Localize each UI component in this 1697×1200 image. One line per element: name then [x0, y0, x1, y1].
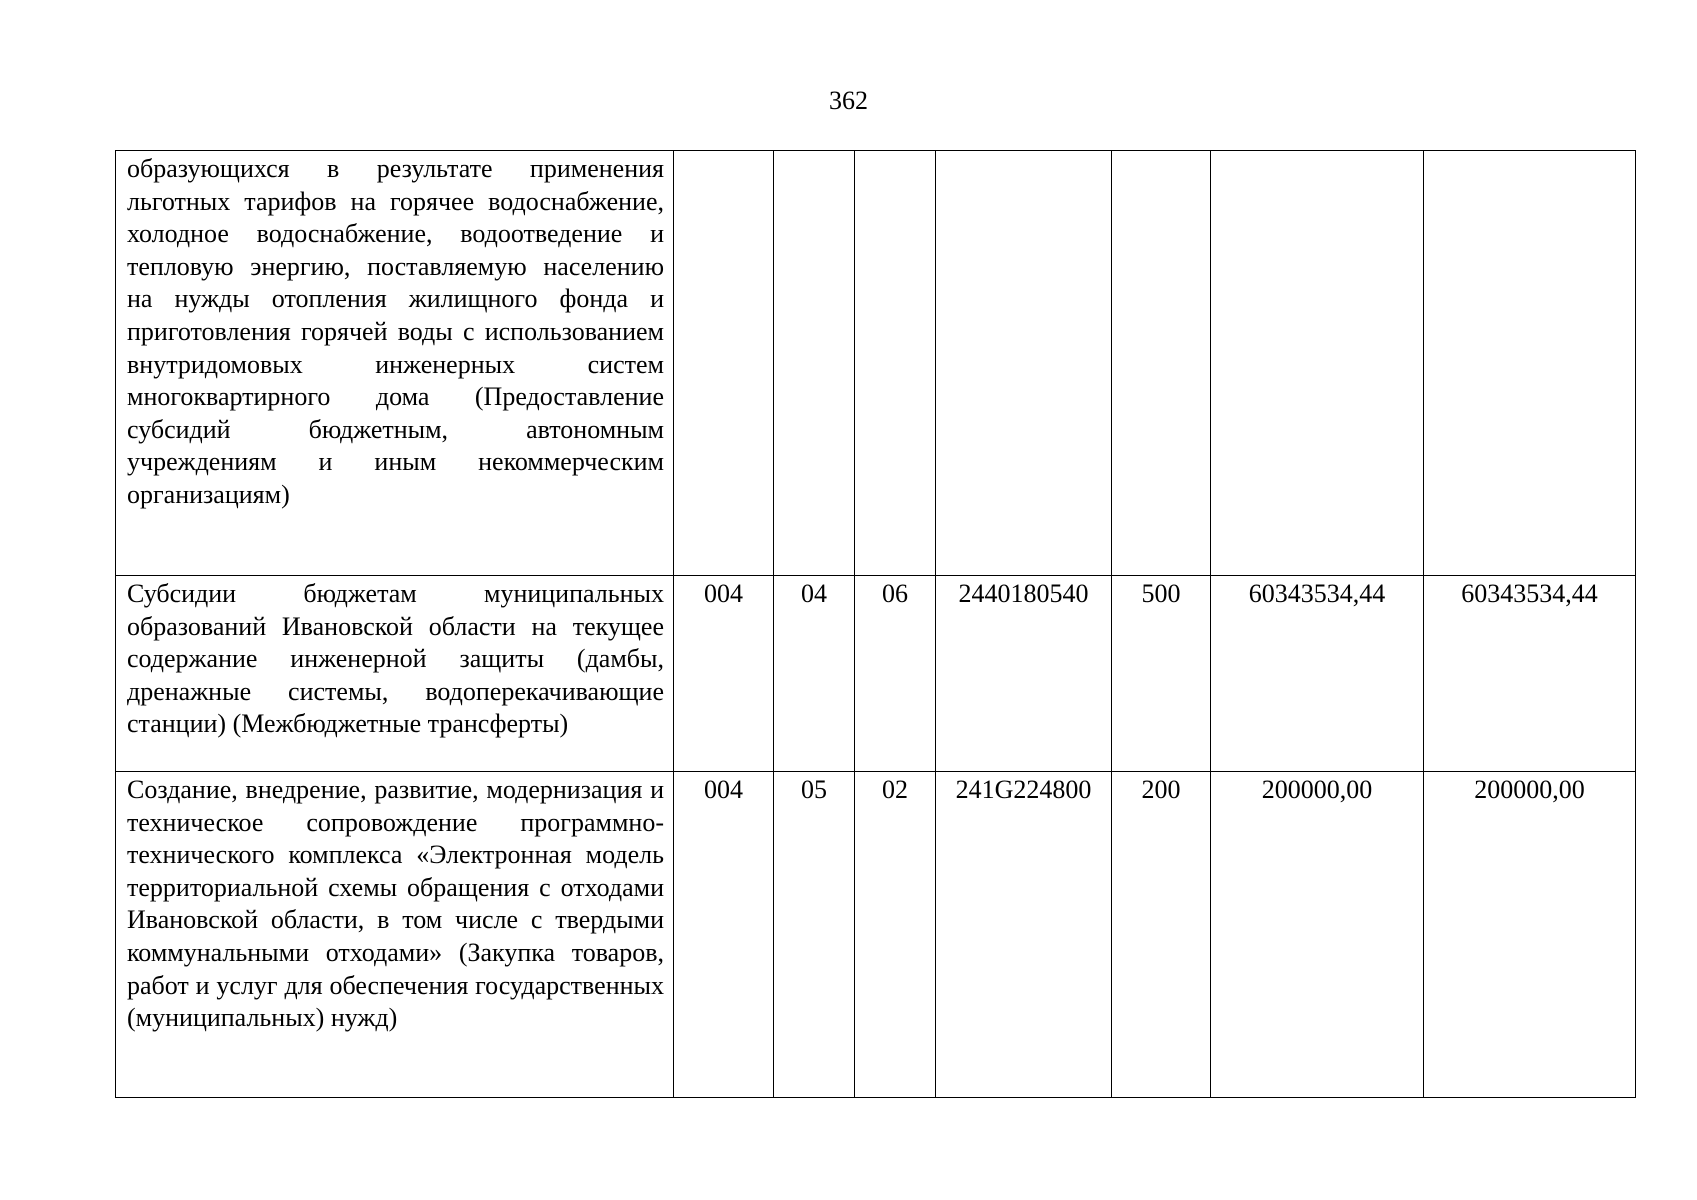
amount-first-cell: 200000,00 — [1211, 772, 1424, 1098]
row-description-cell — [116, 151, 674, 576]
amount-second-cell: 60343534,44 — [1424, 576, 1636, 772]
row-description-cell — [116, 576, 674, 772]
expense-type-cell — [1112, 151, 1211, 576]
table-row — [116, 772, 1636, 1098]
section-code-cell — [774, 151, 855, 576]
page-number: 362 — [829, 86, 868, 115]
expense-type-cell: 500 — [1112, 576, 1211, 772]
target-article-cell: 241G224800 — [936, 772, 1112, 1098]
subsection-code-cell: 02 — [855, 772, 936, 1098]
ministry-code-cell: 004 — [674, 576, 774, 772]
subsection-code-cell: 06 — [855, 576, 936, 772]
ministry-code-cell: 004 — [674, 772, 774, 1098]
amount-second-cell — [1424, 151, 1636, 576]
subsection-code-cell — [855, 151, 936, 576]
table-row — [116, 151, 1636, 576]
amount-first-cell: 60343534,44 — [1211, 576, 1424, 772]
ministry-code-cell — [674, 151, 774, 576]
expense-type-cell: 200 — [1112, 772, 1211, 1098]
amount-second-cell: 200000,00 — [1424, 772, 1636, 1098]
budget-table — [115, 150, 1636, 1098]
row-description: Субсидии бюджетам муниципальных образований Ивановской области на текущее содержание инженерной защиты (дамбы, дренажные системы, водоперекачивающие станции) (Межбюджетные трансферты) — [127, 579, 664, 739]
target-article-cell — [936, 151, 1112, 576]
row-description-cell — [116, 772, 674, 1098]
target-article-cell: 2440180540 — [936, 576, 1112, 772]
row-description: Создание, внедрение, развитие, модернизация и техническое сопровождение программно-технического комплекса «Электронная модель территориальной схемы обращения с отходами Ивановской области, в том числе с твердыми коммунальными отходами» (Закупка товаров, работ и услуг для обеспечения государственных (муниципальных) нужд) — [127, 775, 664, 1033]
amount-first-cell — [1211, 151, 1424, 576]
section-code-cell: 05 — [774, 772, 855, 1098]
row-description: образующихся в результате применения льготных тарифов на горячее водоснабжение, холодное водоснабжение, водоотведение и тепловую энергию, поставляемую населению на нужды отопления жилищного фонда и приготовления горячей воды с использованием внутридомовых инженерных систем многоквартирного дома (Предоставление субсидий бюджетным, автономным учреждениям и иным некоммерческим организациям) — [127, 154, 664, 509]
table-row — [116, 576, 1636, 772]
section-code-cell: 04 — [774, 576, 855, 772]
